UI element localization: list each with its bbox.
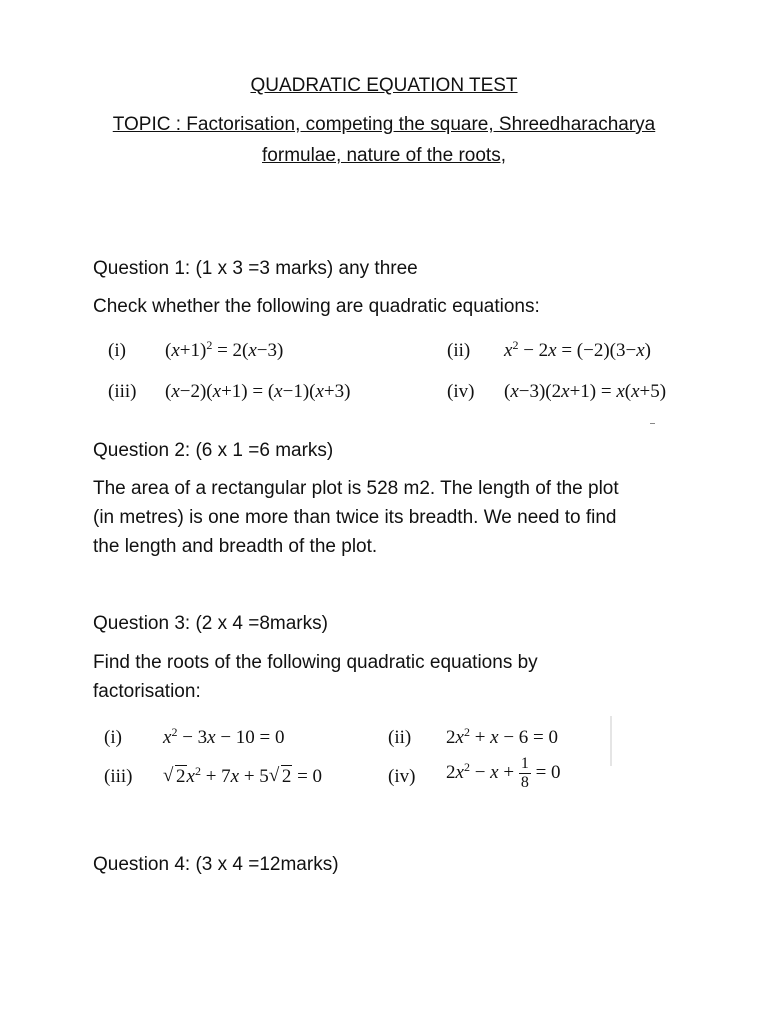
q3-item-1-equation: $x^2 - 3x - 10 = 0$ bbox=[163, 725, 285, 748]
q3-item-4-equation: $2x^2 - x$ + $\frac{1}{8}$ = 0 bbox=[446, 755, 561, 791]
question-2-line-2: (in metres) is one more than twice its breadth. We need to find bbox=[93, 507, 617, 528]
q3-item-4-label: (iv) bbox=[388, 766, 416, 787]
q1-item-4-equation: (x−3)(2x+1) = x(x+5) bbox=[504, 381, 667, 402]
question-1-heading: Question 1: (1 x 3 =3 marks) any three bbox=[93, 258, 418, 279]
q3-item-3-label: (iii) bbox=[104, 766, 133, 787]
question-2-heading: Question 2: (6 x 1 =6 marks) bbox=[93, 440, 334, 461]
q1-item-1-equation: $(x+1)^2 = 2(x-3)$ bbox=[165, 338, 284, 361]
topic-line-1: TOPIC : Factorisation, competing the square, Shreedharacharya bbox=[112, 114, 656, 135]
question-4-heading: Question 4: (3 x 4 =12marks) bbox=[93, 854, 339, 875]
topic-line-2: formulae, nature of the roots, bbox=[262, 145, 506, 166]
question-3-heading: Question 3: (2 x 4 =8marks) bbox=[93, 613, 328, 634]
q3-item-2-label: (ii) bbox=[388, 727, 412, 748]
q1-item-3-label: (iii) bbox=[108, 381, 137, 402]
q1-item-4-label: (iv) bbox=[447, 381, 475, 402]
q1-item-2-label: (ii) bbox=[447, 340, 471, 361]
question-2-line-1: The area of a rectangular plot is 528 m2. The length of the plot bbox=[93, 478, 619, 499]
scan-mark bbox=[650, 423, 655, 424]
q3-item-3-equation: √ $2x^2 + 7x + 5√$ 2 = 0 bbox=[163, 766, 322, 788]
q1-item-2-equation: $x^2 - 2x = (-2)(3-x)$ bbox=[504, 338, 651, 361]
q3-item-1-label: (i) bbox=[104, 727, 122, 748]
question-3-line-1: Find the roots of the following quadratic equations by bbox=[93, 652, 538, 673]
test-title: QUADRATIC EQUATION TEST bbox=[250, 75, 518, 96]
q3-item-2-equation: $2x^2 + x - 6 = 0$ bbox=[446, 725, 559, 748]
scan-edge bbox=[610, 716, 612, 766]
q1-item-1-label: (i) bbox=[108, 340, 126, 361]
q1-item-3-equation: (x−2)(x+1) = (x−1)(x+3) bbox=[165, 381, 351, 402]
question-2-line-3: the length and breadth of the plot. bbox=[93, 536, 378, 557]
question-1-instruction: Check whether the following are quadratic equations: bbox=[93, 296, 540, 317]
question-3-line-2: factorisation: bbox=[93, 681, 201, 702]
